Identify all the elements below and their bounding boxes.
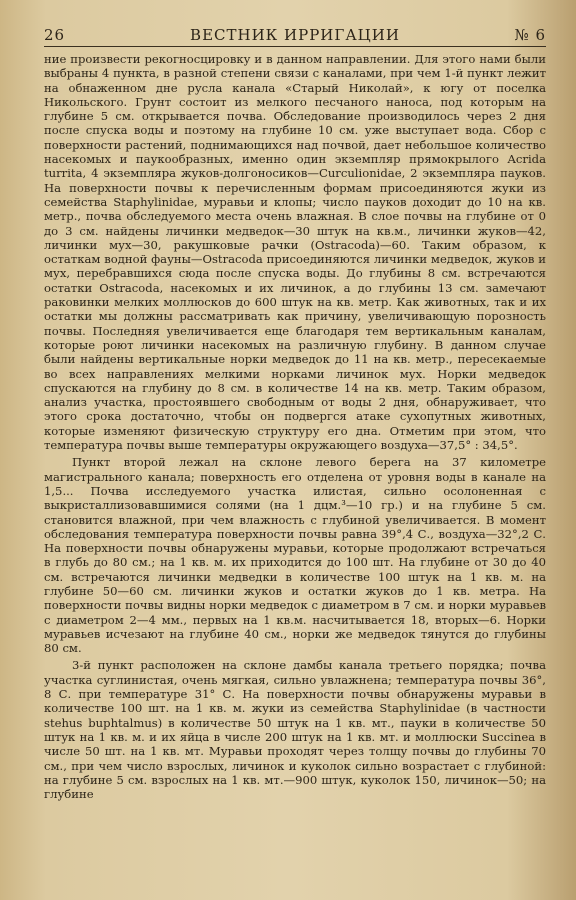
paragraph-3: 3-й пункт расположен на склоне дамбы канала третьего порядка; почва участка суглинистая, очень мягкая, сильно увлажнена; температура почвы 36°, 8 С. при температуре 31° С. На поверхности почвы обнаружены муравьи в количестве 100 шт. на 1 кв. м. жуки из семейства Staphylinidae (в частности stehus buphtalmus) в количестве 50 штук на 1 кв. мт., пауки в количестве 50 штук на 1 кв. м. и их яйца в числе 200 штук на 1 кв. мт. и моллюски Succinea в числе 50 шт. на 1 кв. мт. Муравьи проходят через толщу почвы до глубины 70 см., при чем число взрослых, личинок и куколок сильно возрастает с глубиной: на глубине 5 см. взрослых на 1 кв. мт.—900 штук, куколок 150, личинок—50; на глубине <box>44 658 546 802</box>
issue-number: № 6 <box>514 26 546 44</box>
paragraph-1: ние произвести рекогносцировку и в данном направлении. Для этого нами были выбраны 4 пункта, в разной степени связи с каналами, при чем 1-й пункт лежит на обнаженном дне русла канала «Старый Николай», к югу от поселка Никольского. Грунт состоит из мелкого песчаного наноса, под которым на глубине 5 см. открывается почва. Обследование производилось через 2 дня после спуска воды и поэтому на глубине 10 см. уже выступает вода. Сбор с поверхности растений, поднимающихся над почвой, дает небольшое количество насекомых и паукообразных, именно один экземпляр прямокрылого Acrida turrita, 4 экземпляра жуков-долгоносиков—Curculionidae, 2 экземпляра пауков. На поверхности почвы к перечисленным формам присоединяются жуки из семейства Staphylinidae, муравьи и клопы; число пауков доходит до 10 на кв. метр., почва обследуемого места очень влажная. В слое почвы на глубине от 0 до 3 см. найдены личинки медведок—30 штук на кв.м., личинки жуков—42, личинки мух—30, ракушковые рачки (Ostracoda)—60. Таким образом, к остаткам водной фауны—Ostracoda присоединяются личинки медведок, жуков и мух, перебравшихся сюда после спуска воды. До глубины 8 см. встречаются остатки Ostracoda, насекомых и их личинок, а до глубины 13 см. замечают раковинки мелких моллюсков до 600 штук на кв. метр. Как животных, так и их остатки мы должны рассматривать как причину, увеличивающую порозность почвы. Последняя увеличивается еще благодаря тем вертикальным каналам, которые роют личинки насекомых на различную глубину. В данном случае были найдены вертикальные норки медведок до 11 на кв. метр., пересекаемые во всех направлениях мелкими норками личинок мух. Норки медведок спускаются на глубину до 8 см. в количестве 14 на кв. метр. Таким образом, анализ участка, простоявшего свободным от воды 2 дня, обнаруживает, что этого срока достаточно, чтобы он подвергся атаке сухопутных животных, которые изменяют физическую структуру его дна. Отметим при этом, что температура почвы выше температуры окружающего воздуха—37,5° : 34,5°. <box>44 52 546 453</box>
page-header <box>44 26 546 47</box>
paragraph-2: Пункт второй лежал на склоне левого берега на 37 километре магистрального канала; поверхность его отделена от уровня воды в канале на 1,5... Почва исследуемого участка илистая, сильно осолоненная с выкристаллизовавшимися солями (на 1 дцм.³—10 гр.) и на глубине 5 см. становится влажной, при чем влажность с глубиной увеличивается. В момент обследования температура поверхности почвы равна 39°,4 С., воздуха—32°,2 С. На поверхности почвы обнаружены муравьи, которые продолжают встречаться в глубь до 80 см.; на 1 кв. м. их приходится до 100 шт. На глубине от 30 до 40 см. встречаются личинки медведки в количестве 100 штук на 1 кв. м. на глубине 50—60 см. личинки жуков и остатки жуков до 1 кв. метра. На поверхности почвы видны норки медведок с диаметром в 7 см. и норки муравьев с диаметром 2—4 мм., первых на 1 кв.м. насчитывается 18, вторых—6. Норки муравьев исчезают на глубине 40 см., норки же медведок тянутся до глубины 80 см. <box>44 455 546 656</box>
page-number: 26 <box>44 26 66 44</box>
journal-title: ВЕСТНИК ИРРИГАЦИИ <box>190 26 400 44</box>
body-text <box>44 52 546 801</box>
